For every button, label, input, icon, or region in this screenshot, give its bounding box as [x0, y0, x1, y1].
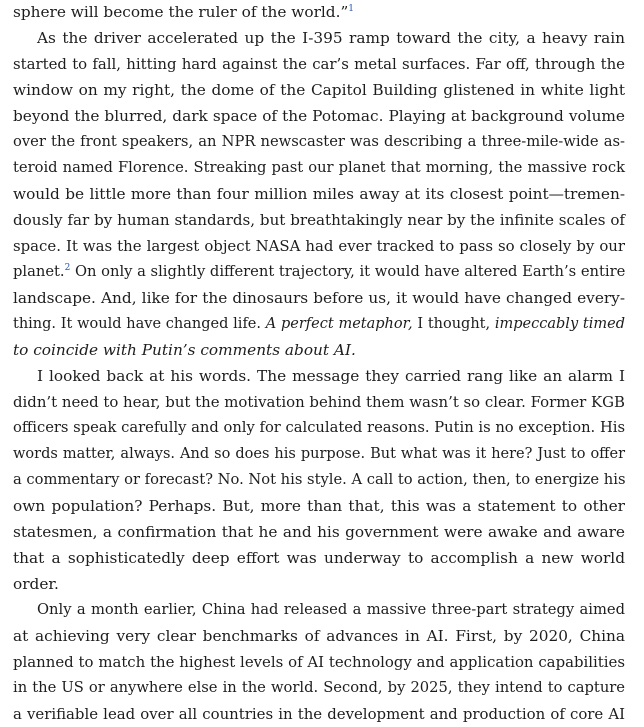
- text-line: planned to match the highest levels of AI technology and application capabilities: [13, 653, 625, 671]
- text-line: As the driver accelerated up the I-395 ramp toward the city, a heavy rain: [37, 29, 625, 47]
- italic-run: to coincide with Putin’s comments about AI.: [13, 341, 356, 359]
- text-line: in the US or anywhere else in the world. Second, by 2025, they intend to capture: [13, 679, 625, 696]
- text-line: [13, 0, 625, 25]
- footnote-ref-2[interactable]: 2: [64, 263, 71, 273]
- text-line: statesmen, a confirmation that he and his government were awake and aware: [13, 523, 625, 541]
- text-line: a commentary or forecast? No. Not his style. A call to action, then, to energize his: [13, 471, 626, 488]
- italic-run: impeccably timed: [494, 316, 625, 332]
- text-line: teroid named Florence. Streaking past our planet that morning, the massive rock: [13, 159, 625, 176]
- text-line: landscape. And, like for the dinosaurs before us, it would have changed every-: [13, 289, 625, 307]
- text-line: own population? Perhaps. But, more than that, this was a statement to other: [13, 497, 625, 515]
- text-line: I looked back at his words. The message they carried rang like an alarm I: [37, 367, 625, 385]
- text-line: dously far by human standards, but breathtakingly near by the infinite scales of: [13, 211, 625, 229]
- text-line: officers speak carefully and only for calculated reasons. Putin is no exception. His: [13, 419, 625, 436]
- text-line: would be little more than four million miles away at its closest point—tremen-: [13, 185, 625, 203]
- text-line: didn’t need to hear, but the motivation behind them wasn’t so clear. Former KGB: [13, 393, 625, 411]
- text-run: On only a slightly different trajectory, it would have altered Earth’s entire: [70, 263, 626, 280]
- text-line: started to fall, hitting hard against the car’s metal surfaces. Far off, through the: [13, 55, 625, 73]
- text-run: I thought,: [412, 316, 495, 332]
- text-line: at achieving very clear benchmarks of advances in AI. First, by 2020, China: [13, 627, 625, 645]
- footnote-ref-1[interactable]: 1: [348, 4, 355, 14]
- text-line: [13, 311, 625, 337]
- text-run: thing. It would have changed life.: [13, 316, 266, 332]
- text-run: planet.: [13, 263, 65, 280]
- text-line: Only a month earlier, China had released a massive three-part strategy aimed: [37, 601, 625, 618]
- text-line: over the front speakers, an NPR newscaster was describing a three-mile-wide as-: [13, 133, 625, 150]
- text-line: [13, 337, 625, 363]
- text-run: sphere will become the ruler of the world.”: [13, 3, 349, 21]
- text-line: space. It was the largest object NASA had ever tracked to pass so closely by our: [13, 237, 625, 255]
- text-line: beyond the blurred, dark space of the Potomac. Playing at background volume: [13, 107, 625, 125]
- text-line: that a sophisticatedly deep effort was underway to accomplish a new world: [13, 549, 625, 567]
- text-line: order.: [13, 575, 59, 593]
- italic-run: A perfect metaphor,: [265, 316, 413, 332]
- text-line: a verifiable lead over all countries in the development and production of core AI: [13, 705, 625, 723]
- text-line: [13, 259, 625, 285]
- text-line: window on my right, the dome of the Capitol Building glistened in white light: [13, 81, 625, 99]
- text-line: words matter, always. And so does his purpose. But what was it here? Just to offer: [13, 446, 625, 462]
